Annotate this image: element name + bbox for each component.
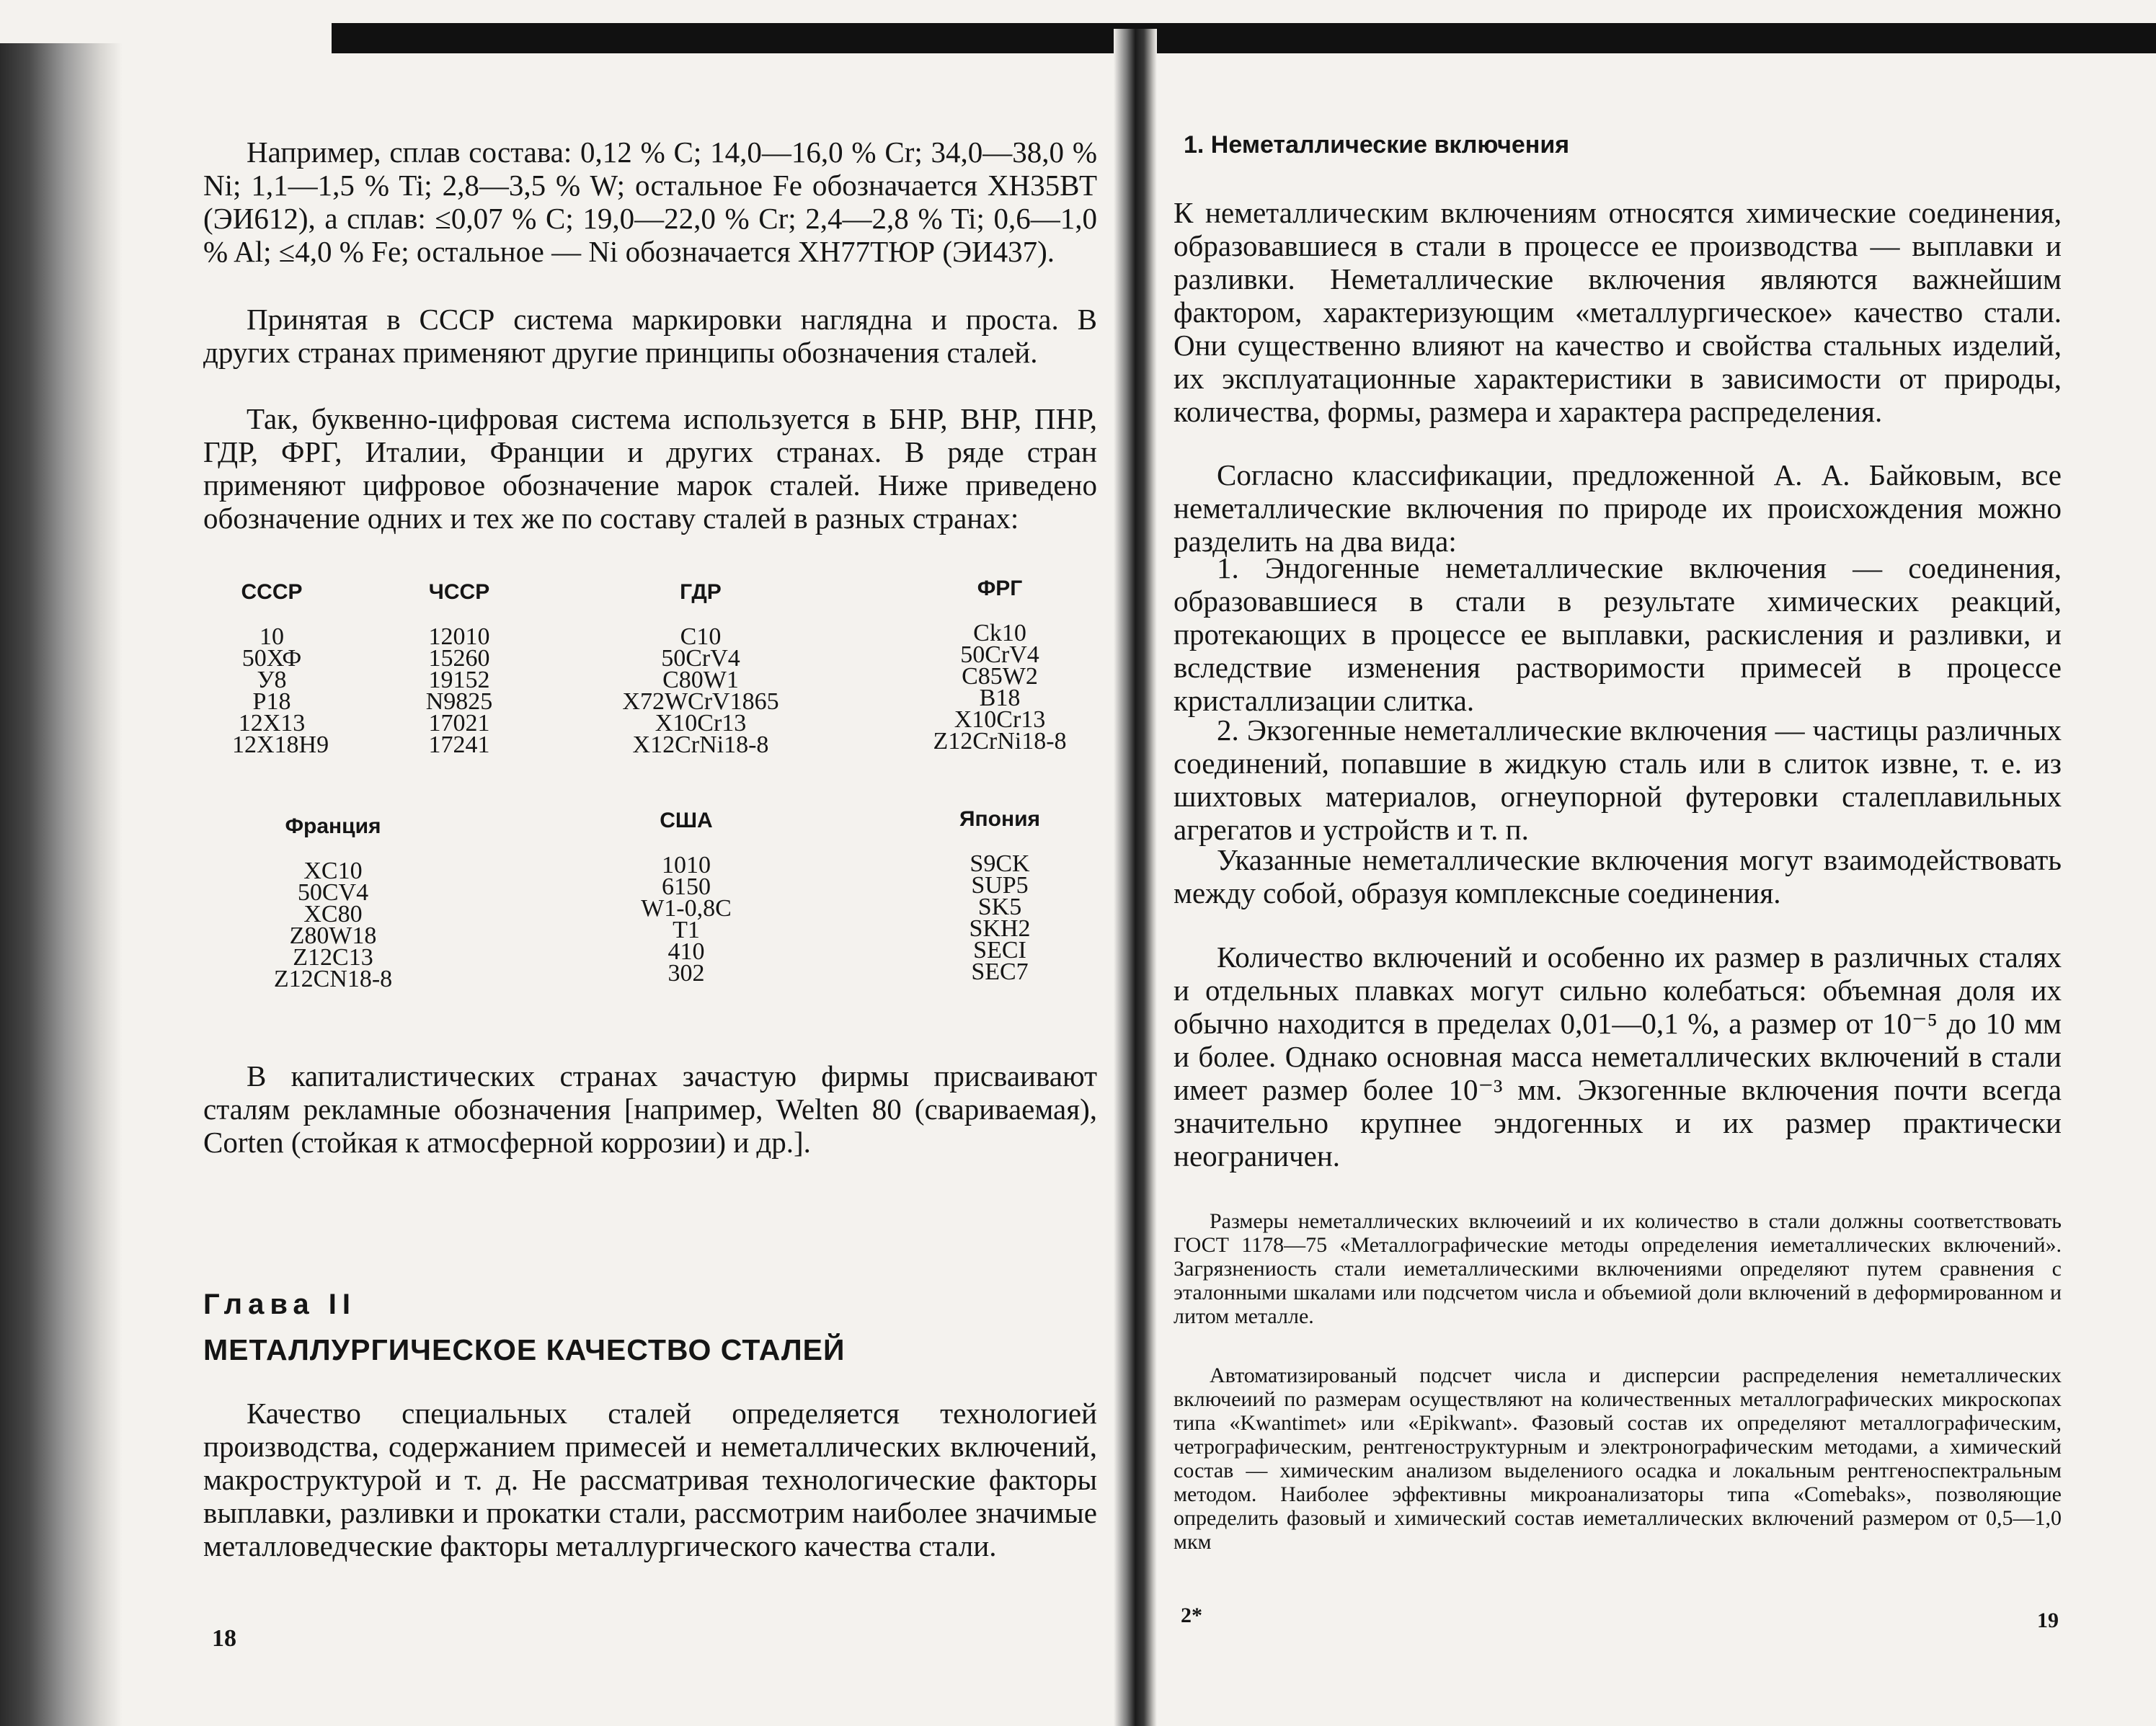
section-heading: 1. Неметаллические включения bbox=[1184, 131, 1570, 159]
table-cell: 50CrV4 bbox=[661, 645, 740, 672]
paragraph-definition: К неметаллическим включениям относятся химические соединения, образовавшиеся в стали в процессе ее производства — выплавки и разливки. Неметаллические включения являются важнейшим фактором, характеризующим «металлургическое» качество стали. Они существенно влияют на качество и свойства стальных изделий, их эксплуатационные характеристики в зависимости от природы, количества, формы, размера и характера распределения. bbox=[1174, 196, 2062, 428]
paragraph-alphanumeric-system: Так, буквенно-цифровая система используется в БНР, ВНР, ПНР, ГДР, ФРГ, Италии, Франции и других странах. В ряде стран применяют цифровое обозначение марок сталей. Ниже приведено обозначение одних и тех же по составу сталей в разных странах: bbox=[203, 402, 1097, 535]
paragraph-ussr-system: Принятая в СССР система маркировки наглядна и проста. В других странах применяют другие принципы обозначения сталей. bbox=[203, 303, 1097, 369]
table-cell: X10Cr13 bbox=[655, 710, 747, 737]
table-cell: 19152 bbox=[428, 667, 490, 693]
table-cell: 17021 bbox=[428, 710, 490, 737]
table-cell: X72WCrV1865 bbox=[622, 688, 779, 715]
table-cell: 12Х18Н9 bbox=[232, 731, 329, 758]
scan-shadow-left bbox=[0, 43, 123, 1726]
table-header: ФРГ bbox=[977, 577, 1023, 600]
table-header: США bbox=[660, 809, 713, 832]
table-cell: XC10 bbox=[303, 858, 363, 884]
table-cell: SUP5 bbox=[971, 872, 1029, 899]
table-cell: SK5 bbox=[977, 894, 1022, 920]
table-cell: C10 bbox=[680, 623, 722, 650]
table-cell: W1-0,8C bbox=[641, 895, 732, 922]
table-column-ussr bbox=[232, 580, 329, 758]
table-column-japan bbox=[931, 807, 1068, 983]
table-cell: X10Cr13 bbox=[954, 706, 1046, 733]
table-cell: 10 bbox=[259, 623, 284, 650]
paragraph-size-range: Количество включений и особенно их размер в различных сталях и отдельных плавках могут сильно колебаться: объемная доля их обычно находится в пределах 0,01—0,1 %, а размер от 10⁻⁵ до 10 мм и более. Однако основная масса неметаллических включений в стали имеет размер более 10⁻³ мм. Экзогенные включения почти всегда значительно крупнее эндогенных и их размер практически неограничен. bbox=[1174, 940, 2062, 1173]
table-cell: Z80W18 bbox=[289, 922, 377, 949]
table-cell: X12CrNi18-8 bbox=[632, 731, 769, 758]
table-cell: 17241 bbox=[428, 731, 490, 758]
book-gutter bbox=[1114, 29, 1157, 1726]
table-cell: XC80 bbox=[303, 901, 363, 927]
table-cell: Ck10 bbox=[973, 620, 1026, 646]
paragraph-alloy-example: Например, сплав состава: 0,12 % C; 14,0—16,0 % Cr; 34,0—38,0 % Ni; 1,1—1,5 % Ti; 2,8—3,5 % W; остальное Fe обозначается ХН35ВТ (ЭИ612), а сплав: ≤0,07 % C; 19,0—22,0 % Cr; 2,4—2,8 % Ti; 0,6—1,0 % Al; ≤4,0 % Fe; остальное — Ni обозначается ХН77ТЮР (ЭИ437). bbox=[203, 135, 1097, 268]
scan-top-edge bbox=[332, 23, 2156, 53]
table-cell: B18 bbox=[979, 685, 1021, 711]
paragraph-classification: Согласно классификации, предложенной А. А. Байковым, все неметаллические включения по природе их происхождения можно разделить на два вида: bbox=[1174, 458, 2062, 558]
table-cell: Р18 bbox=[252, 688, 291, 715]
table-header: ГДР bbox=[680, 580, 722, 604]
table-column-cssr bbox=[420, 580, 499, 756]
chapter-title: МЕТАЛЛУРГИЧЕСКОЕ КАЧЕСТВО СТАЛЕЙ bbox=[203, 1333, 846, 1366]
table-column-gdr bbox=[607, 580, 794, 756]
table-column-frg bbox=[917, 577, 1083, 755]
table-cell: 410 bbox=[667, 938, 705, 965]
table-cell: 50CrV4 bbox=[960, 641, 1039, 668]
table-cell: C80W1 bbox=[662, 667, 739, 693]
table-cell: 6150 bbox=[662, 873, 711, 900]
paragraph-commercial-names: В капиталистических странах зачастую фирмы присваивают сталям рекламные обозначения [например, Welten 80 (свариваемая), Corten (стойкая к атмосферной коррозии) и др.]. bbox=[203, 1059, 1097, 1159]
table-cell: 12Х13 bbox=[238, 710, 306, 737]
table-header: Япония bbox=[959, 807, 1041, 831]
paragraph-interaction: Указанные неметаллические включения могут взаимодействовать между собой, образуя комплексные соединения. bbox=[1174, 843, 2062, 909]
table-column-france bbox=[261, 814, 405, 990]
table-column-usa bbox=[614, 809, 758, 987]
table-cell: 12010 bbox=[428, 623, 490, 650]
page-number-left: 18 bbox=[212, 1625, 236, 1652]
table-cell: У8 bbox=[257, 667, 287, 693]
note-automated-count: Автоматизированый подсчет числа и дисперсии распределения неметаллических включеиий по размерам осуществляют на количественных металлографических микроскопах типа «Kwantimet» или «Epikwant». Фазовый состав их определяют металлографическим, четрографическим, рентгеноструктурным и электроноrрафическим методами, а химический состав — химическим анализом выделениого осадка и локальным рентгеноспектральным методом. Наиболее эффективны микроанализаторы типа «Comebaks», позволяющие определить фазовый и химический состав иеметаллических включений размером от 0,5—1,0 мкм bbox=[1174, 1364, 2062, 1554]
table-cell: SECI bbox=[973, 937, 1026, 964]
table-cell: SEC7 bbox=[971, 958, 1029, 985]
table-cell: S9CK bbox=[970, 850, 1030, 877]
table-cell: 50ХФ bbox=[241, 645, 302, 672]
page-number-right: 19 bbox=[2037, 1609, 2059, 1632]
table-cell: 1010 bbox=[662, 852, 711, 878]
table-cell: T1 bbox=[673, 917, 700, 943]
table-cell: 302 bbox=[667, 960, 705, 987]
table-header: ЧССР bbox=[428, 580, 490, 604]
table-cell: SKH2 bbox=[969, 915, 1031, 942]
table-header: СССР bbox=[241, 580, 303, 604]
table-cell: 50CV4 bbox=[297, 879, 369, 906]
table-cell: Z12CN18-8 bbox=[273, 966, 393, 992]
table-cell: Z12CrNi18-8 bbox=[933, 728, 1067, 755]
table-cell: 15260 bbox=[428, 645, 490, 672]
table-cell: N9825 bbox=[425, 688, 493, 715]
note-gost: Размеры неметаллических включеиий и их количество в стали должны соответствовать ГОСТ 1178—75 «Металлографические методы определения иеметаллических включений». Загрязнениость стали иеметаллическими включениями определяют путем сравнения с эталонными шкалами или подсчетом числа и объемиой доли включений в деформированном и литом металле. bbox=[1174, 1209, 2062, 1328]
table-header: Франция bbox=[285, 814, 381, 838]
paragraph-steel-quality: Качество специальных сталей определяется технологией производства, содержанием примесей и неметаллических включений, макроструктурой и т. д. Не рассматривая технологические факторы выплавки, разливки и прокатки стали, рассмотрим наиболее значимые металловедческие факторы металлургического качества стали. bbox=[203, 1397, 1097, 1562]
chapter-label: Глава II bbox=[203, 1289, 356, 1320]
table-cell: Z12C13 bbox=[293, 944, 373, 971]
paragraph-exogenous: 2. Экзогенные неметаллические включения — частицы различных соединений, попавшие в жидкую сталь или в слиток извне, т. е. из шихтовых материалов, огнеупорной футеровки сталеплавильных агрегатов и устройств и т. п. bbox=[1174, 713, 2062, 846]
signature-mark: 2* bbox=[1181, 1603, 1202, 1627]
table-cell: C85W2 bbox=[962, 663, 1038, 690]
paragraph-endogenous: 1. Эндогенные неметаллические включения — соединения, образовавшиеся в стали в результате химических реакций, протекающих в процессе ее выплавки, раскисления и разливки, и вследствие изменения растворимости примесей в процессе кристаллизации слитка. bbox=[1174, 551, 2062, 717]
